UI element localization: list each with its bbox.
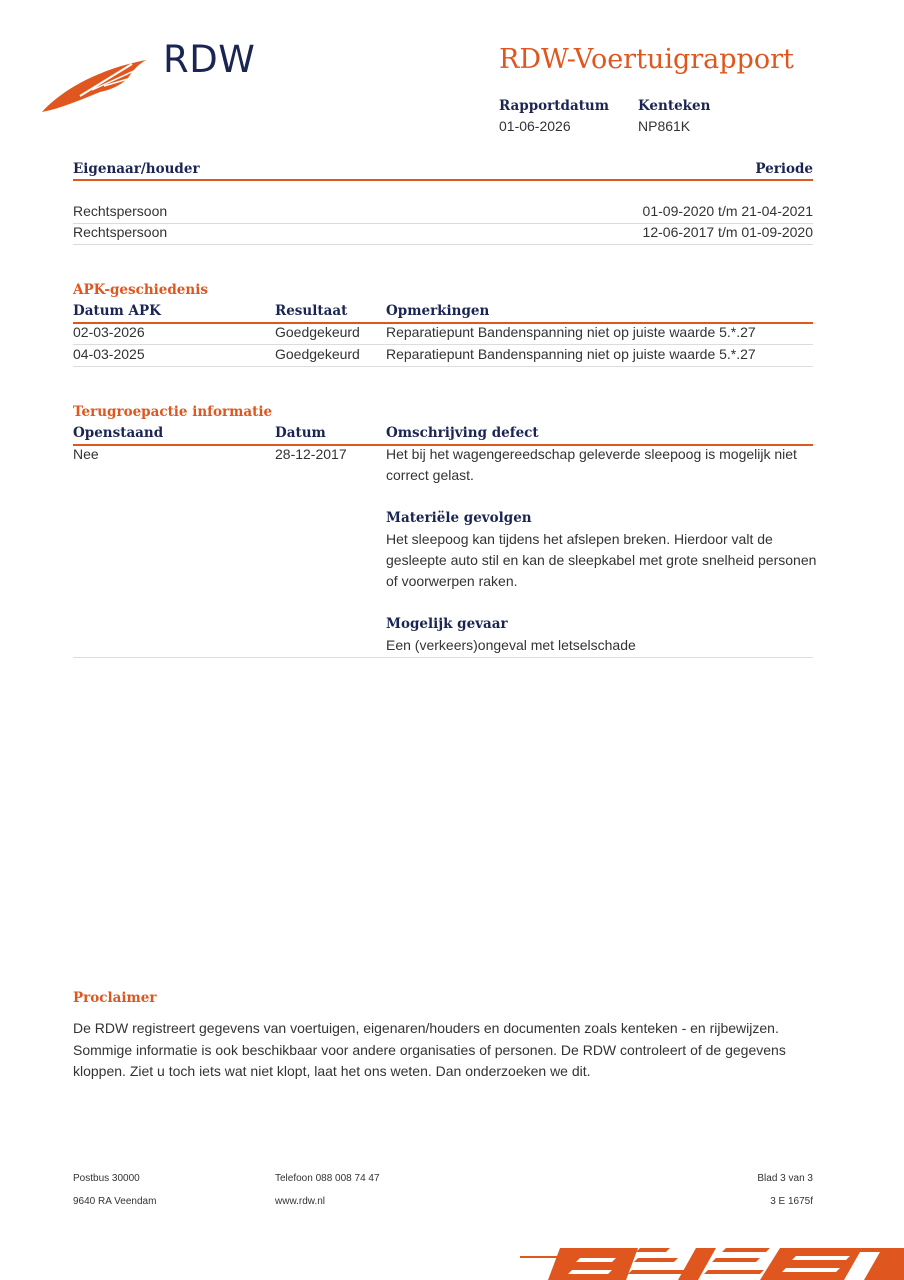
apk-row-1-remarks: Reparatiepunt Bandenspanning niet op juiste waarde 5.*.27: [386, 324, 756, 340]
consequences-title: Materiële gevolgen: [386, 510, 532, 526]
consequences-line-2: gesleepte auto stil en kan de sleepkabel met grote snelheid personen: [386, 552, 817, 568]
recall-open-value: Nee: [73, 446, 99, 462]
document-title: RDW-Voertuigrapport: [499, 44, 794, 75]
row-divider: [73, 244, 813, 245]
apk-date-header: Datum APK: [73, 303, 161, 319]
owner-header-rule: [73, 179, 813, 181]
decorative-stripes-icon: [520, 1244, 904, 1280]
proclaimer-line-1: De RDW registreert gegevens van voertuigen, eigenaren/houders en documenten zoals kenteken - en rijbewijzen.: [73, 1020, 779, 1036]
report-date-label: Rapportdatum: [499, 98, 610, 114]
apk-remarks-header: Opmerkingen: [386, 303, 490, 319]
footer-phone: Telefoon 088 008 74 47: [275, 1173, 380, 1184]
danger-title: Mogelijk gevaar: [386, 616, 508, 632]
apk-row-1-date: 02-03-2026: [73, 324, 145, 340]
proclaimer-line-3: kloppen. Ziet u toch iets wat niet klopt, laat het ons weten. Dan onderzoeken we dit.: [73, 1063, 591, 1079]
proclaimer-line-2: Sommige informatie is ook beschikbaar voor andere organisaties of personen. De RDW controleert of de gegevens: [73, 1042, 786, 1058]
recall-desc-header: Omschrijving defect: [386, 425, 539, 441]
row-divider: [73, 366, 813, 367]
recall-desc-line-2: correct gelast.: [386, 467, 474, 483]
footer-address-1: Postbus 30000: [73, 1173, 140, 1184]
report-date-value: 01-06-2026: [499, 118, 571, 134]
proclaimer-title: Proclaimer: [73, 990, 157, 1006]
recall-section-title: Terugroepactie informatie: [73, 404, 273, 420]
apk-row-1-result: Goedgekeurd: [275, 324, 360, 340]
plate-value: NP861K: [638, 118, 691, 134]
owner-row-1-owner: Rechtspersoon: [73, 203, 168, 219]
footer-document-code: 3 E 1675f: [770, 1196, 813, 1207]
apk-result-header: Resultaat: [275, 303, 348, 319]
owner-row-2-owner: Rechtspersoon: [73, 224, 168, 240]
footer-page-number: Blad 3 van 3: [757, 1173, 813, 1184]
recall-date-value: 28-12-2017: [275, 446, 347, 462]
plate-label: Kenteken: [638, 98, 711, 114]
rdw-logo-icon: [40, 56, 150, 116]
apk-row-2-date: 04-03-2025: [73, 346, 145, 362]
owner-row-1-period: 01-09-2020 t/m 21-04-2021: [642, 203, 813, 219]
period-column-header: Periode: [755, 161, 813, 177]
owner-column-header: Eigenaar/houder: [73, 161, 200, 177]
footer-website[interactable]: www.rdw.nl: [275, 1196, 326, 1207]
consequences-line-1: Het sleepoog kan tijdens het afslepen breken. Hierdoor valt de: [386, 531, 773, 547]
apk-row-2-remarks: Reparatiepunt Bandenspanning niet op juiste waarde 5.*.27: [386, 346, 756, 362]
recall-open-header: Openstaand: [73, 425, 164, 441]
apk-section-title: APK-geschiedenis: [73, 282, 208, 298]
logo-text: RDW: [163, 38, 256, 81]
apk-row-2-result: Goedgekeurd: [275, 346, 360, 362]
consequences-line-3: of voorwerpen raken.: [386, 573, 518, 589]
danger-text: Een (verkeers)ongeval met letselschade: [386, 637, 636, 653]
owner-row-2-period: 12-06-2017 t/m 01-09-2020: [642, 224, 813, 240]
footer-address-2: 9640 RA Veendam: [73, 1196, 157, 1207]
recall-date-header: Datum: [275, 425, 326, 441]
recall-desc-line-1: Het bij het wagengereedschap geleverde sleepoog is mogelijk niet: [386, 446, 797, 462]
row-divider: [73, 657, 813, 658]
